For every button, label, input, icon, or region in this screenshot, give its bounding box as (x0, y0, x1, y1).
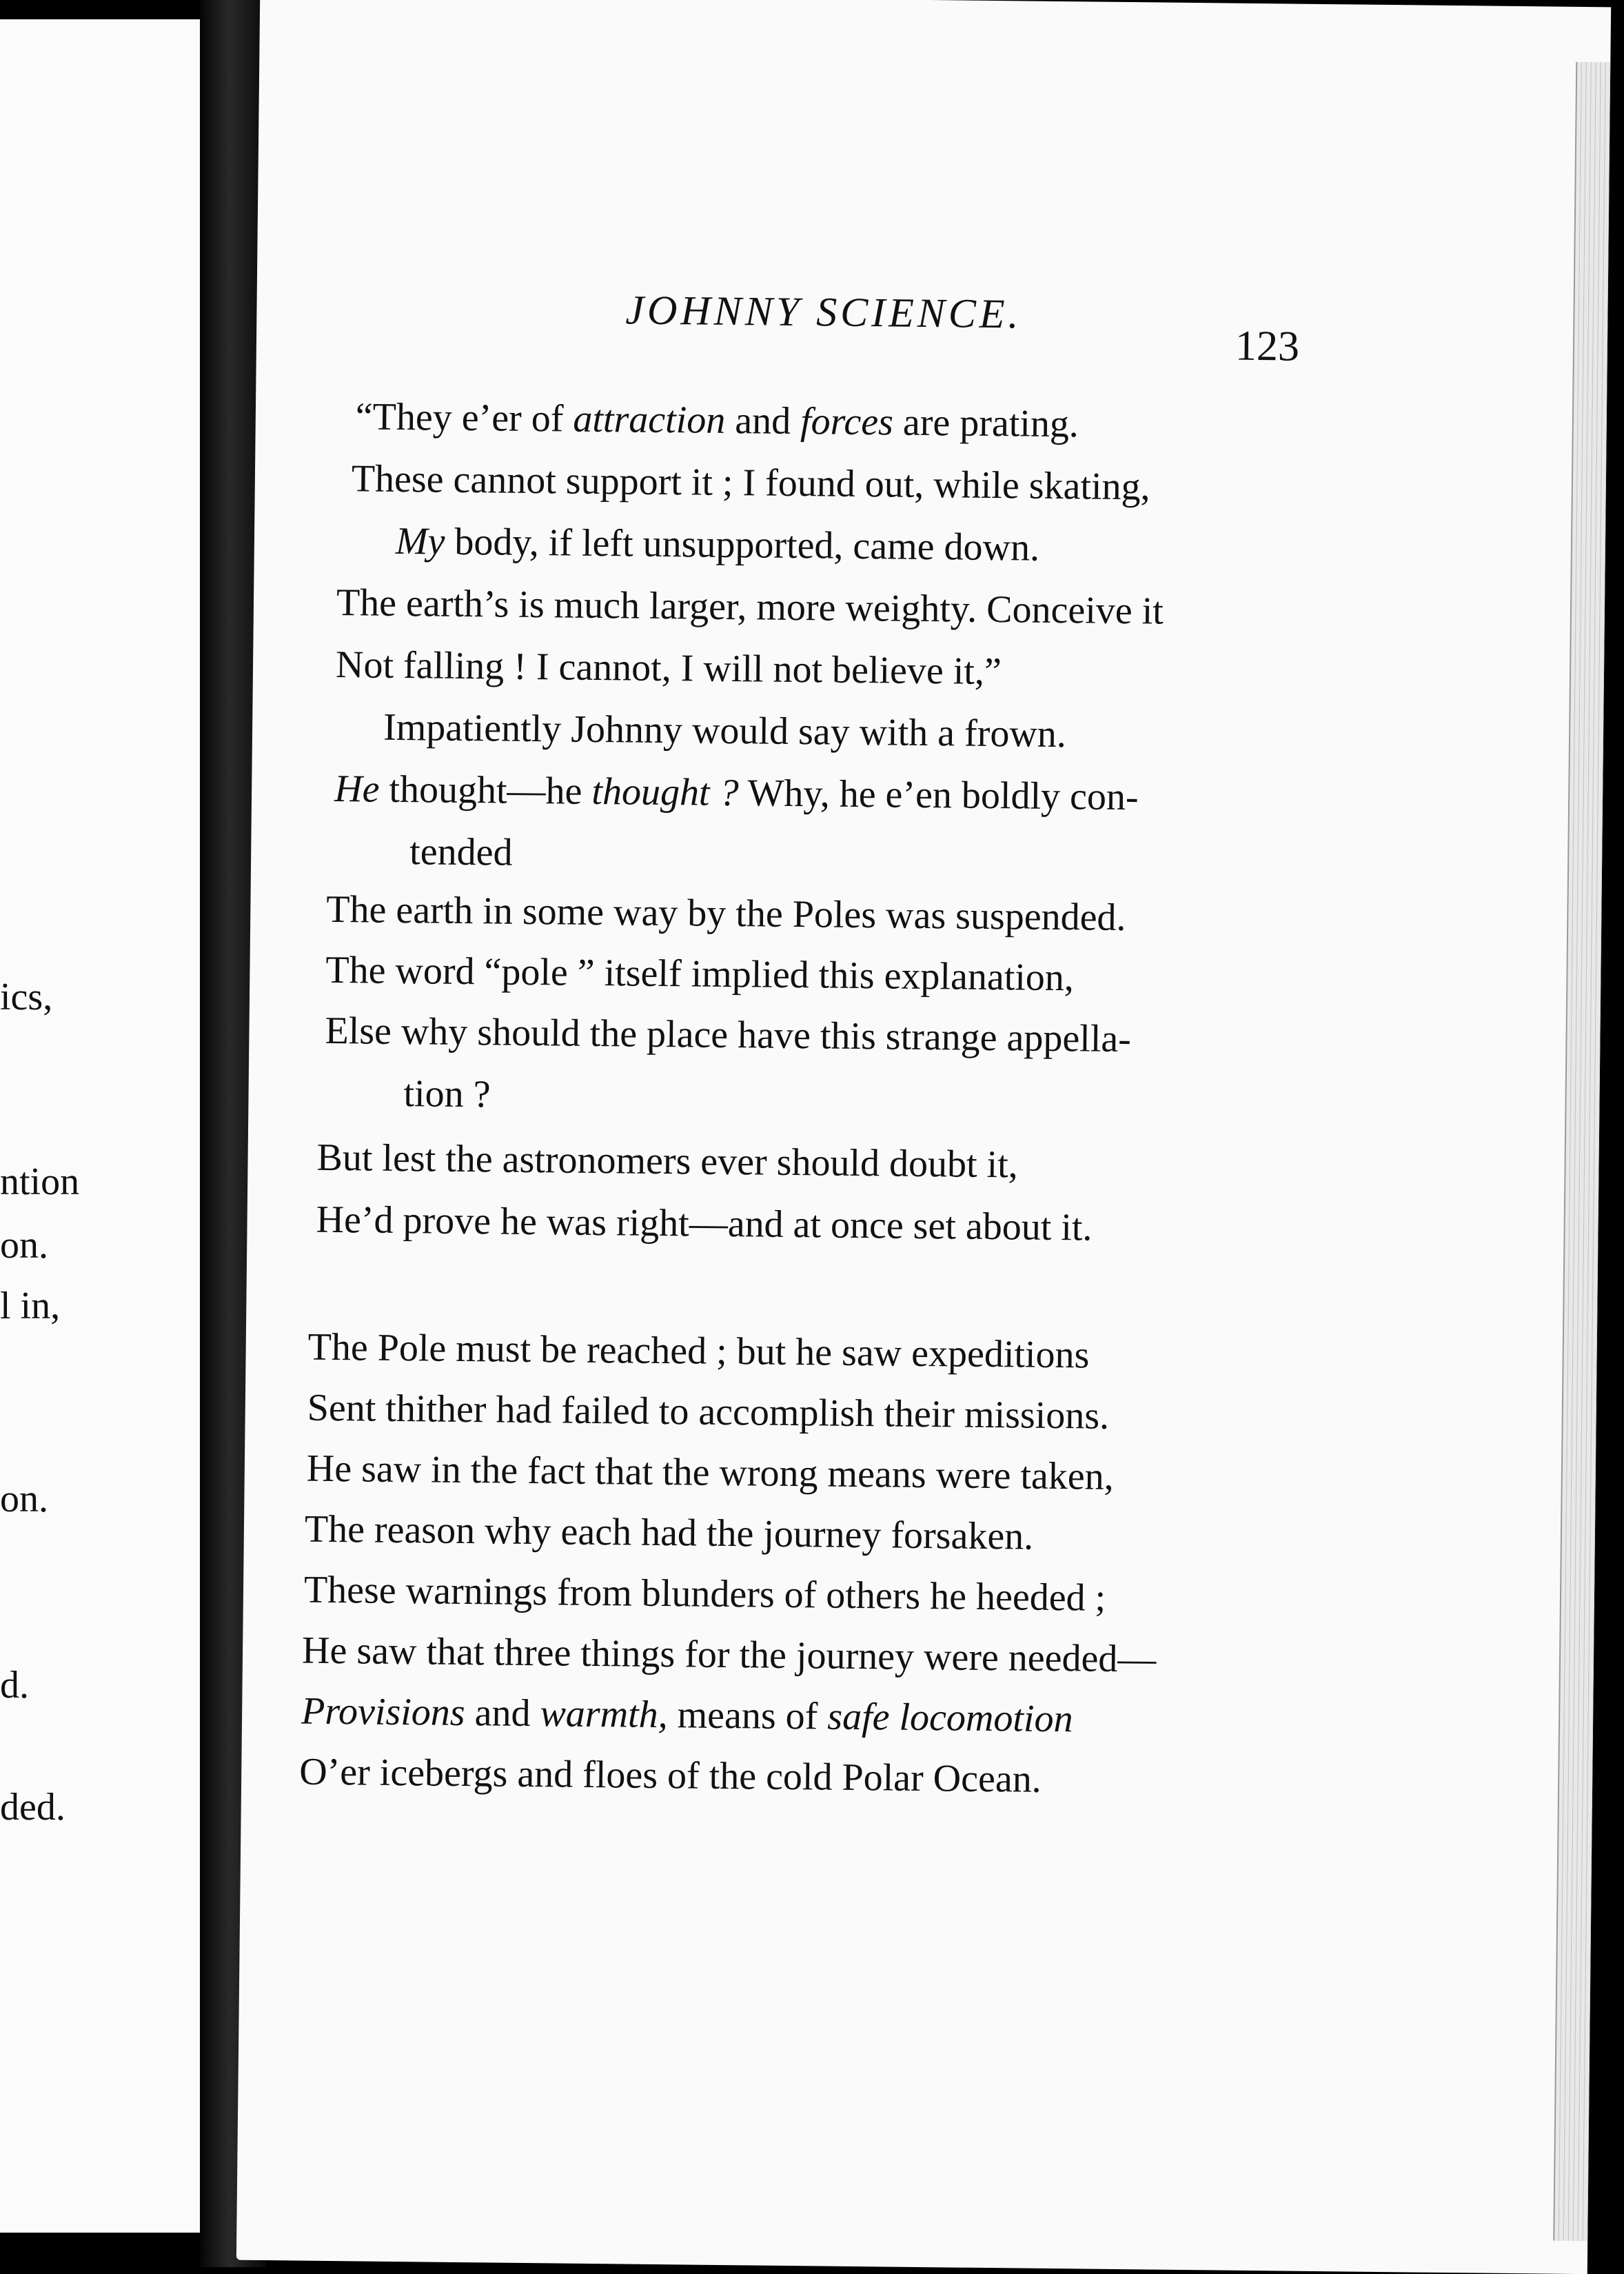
poem-line (304, 1507, 1034, 1558)
poem-line (316, 1200, 1092, 1247)
poem-line (301, 1689, 1073, 1741)
text-run: The earth in some way by the Poles was suspended. (326, 887, 1126, 940)
left-page-fragment: l in, (0, 1285, 61, 1327)
italic-phrase: warmth, (540, 1692, 668, 1737)
left-page-fragment: on. (0, 1224, 48, 1267)
text-run: The word “pole ” itself implied this explanation, (325, 948, 1075, 1000)
text-run: Else why should the place have this strange appella- (325, 1009, 1132, 1061)
italic-phrase: safe locomotion (827, 1695, 1073, 1741)
page-edges (1553, 62, 1610, 2241)
previous-page (0, 19, 200, 2233)
text-run: Sent thither had failed to accomplish their missions. (307, 1386, 1110, 1438)
text-run: tended (409, 830, 513, 874)
poem-line (298, 1750, 1042, 1801)
italic-phrase: attraction (573, 397, 726, 442)
text-run: are prating. (893, 401, 1079, 446)
text-run: O’er icebergs and floes of the cold Polar Ocean. (298, 1750, 1042, 1801)
italic-phrase: He (334, 767, 380, 811)
text-run: and (465, 1691, 540, 1735)
italic-phrase: thought ? (591, 769, 739, 815)
left-page-fragment: on. (0, 1478, 48, 1520)
poem-line (307, 1325, 1090, 1377)
running-head: JOHNNY SCIENCE. (625, 287, 1022, 337)
poem-line (302, 1631, 1157, 1679)
text-run: He saw that three things for the journey were needed— (301, 1629, 1157, 1681)
poem-line (325, 948, 1075, 1000)
text-run: thought—he (379, 767, 592, 813)
poem-line (409, 832, 513, 872)
text-run: These warnings from blunders of others he heeded ; (303, 1568, 1106, 1620)
page-number: 123 (1235, 322, 1300, 370)
poem-line (335, 643, 1002, 694)
italic-phrase: Provisions (301, 1689, 465, 1735)
poem-line (351, 457, 1150, 509)
poem-line (403, 1074, 491, 1114)
text-run: The earth’s is much larger, more weighty. Conceive it (336, 581, 1164, 633)
text-run: The Pole must be reached ; but he saw expeditions (307, 1325, 1090, 1377)
left-page-fragment: d. (0, 1664, 29, 1707)
italic-phrase: forces (800, 400, 894, 444)
text-run: The reason why each had the journey forsaken. (304, 1507, 1034, 1558)
text-run: He’d prove he was right—and at once set about it. (316, 1198, 1093, 1249)
text-run: These cannot support it ; I found out, while skating, (351, 457, 1150, 509)
poem-line (355, 395, 1079, 446)
text-run: Not falling ! I cannot, I will not believe it,” (335, 643, 1002, 694)
left-page-fragment: ics, (0, 976, 53, 1018)
text-run: Impatiently Johnny would say with a frown. (383, 705, 1067, 756)
poem-line (395, 519, 1040, 570)
poem-line (325, 1009, 1132, 1061)
poem-line (303, 1568, 1106, 1620)
italic-phrase: My (395, 519, 445, 563)
current-page (236, 0, 1611, 2274)
poem-line (316, 1138, 1018, 1185)
text-run: He saw in the fact that the wrong means were taken, (306, 1447, 1115, 1498)
text-run: Why, he e’en boldly con- (738, 772, 1139, 819)
poem-line (383, 705, 1067, 756)
text-run: and (724, 399, 801, 443)
text-run: means of (667, 1693, 828, 1738)
text-run: But lest the astronomers ever should doubt it, (316, 1136, 1019, 1187)
poem-line (307, 1449, 1114, 1496)
text-run: tion ? (403, 1072, 491, 1116)
text-run: body, if left unsupported, came down. (445, 520, 1040, 570)
poem-line (307, 1386, 1110, 1438)
left-page-fragment: ded. (0, 1786, 65, 1829)
poem-line (334, 767, 1139, 819)
poem-line (336, 583, 1164, 631)
poem-line (326, 887, 1126, 940)
text-run: “They e’er of (355, 395, 574, 441)
left-page-fragment: ntion (0, 1160, 80, 1203)
